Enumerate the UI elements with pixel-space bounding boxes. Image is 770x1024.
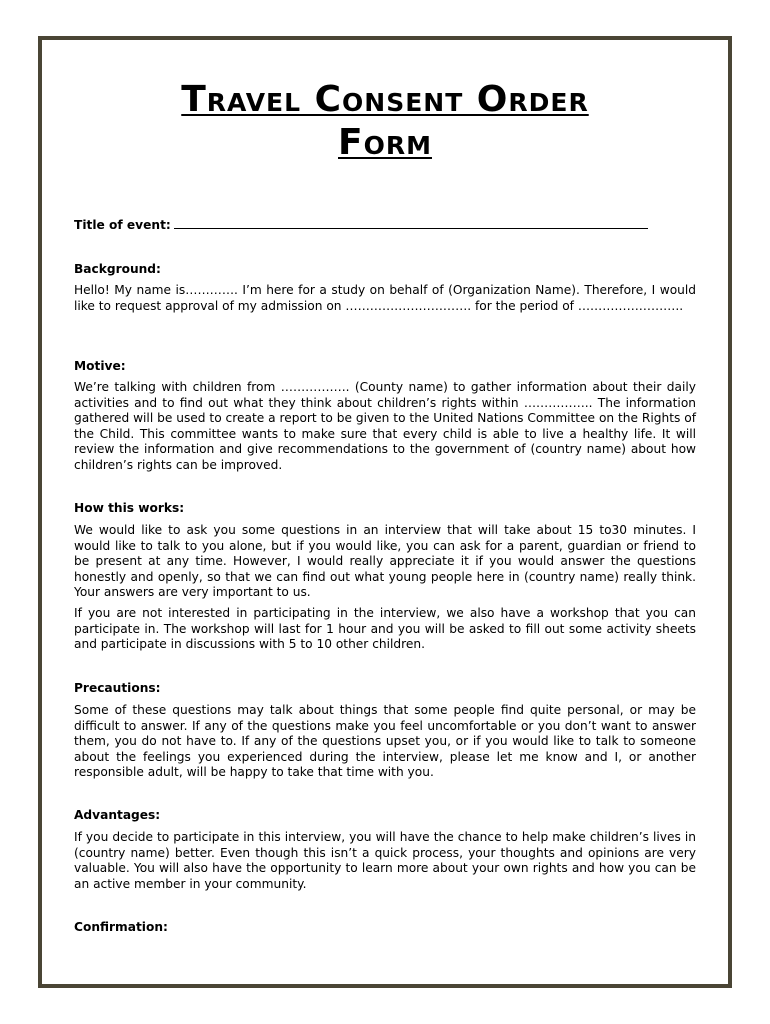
motive-heading: Motive:: [74, 359, 126, 373]
title-line-2: Form: [338, 122, 432, 163]
background-text: Hello! My name is…………. I’m here for a study on behalf of (Organization Name). Therefore, I would like to request approval of my admission on …………………………. for the period of ……………………..: [74, 283, 696, 313]
title-of-event-blank[interactable]: [174, 217, 648, 229]
title-of-event-field: [74, 217, 648, 232]
precautions-text: Some of these questions may talk about things that some people find quite personal, or may be difficult to answer. If any of the questions make you feel uncomfortable or you don’t want to answer them, you do not have to. If any of the questions upset you, or if you would like to talk to someone about the feelings you experienced during the interview, please let me know and I, or another responsible adult, will be happy to take that time with you.: [74, 703, 696, 780]
how-this-works-heading: How this works:: [74, 501, 185, 515]
how-this-works-paragraph-2: If you are not interested in participating in the interview, we also have a workshop that you can participate in. The workshop will last for 1 hour and you will be asked to fill out some activity sheets and participate in discussions with 5 to 10 other children.: [74, 606, 696, 652]
title-line-1: Travel Consent Order: [181, 79, 589, 120]
advantages-heading: Advantages:: [74, 808, 161, 822]
document-title: [0, 78, 770, 164]
title-of-event-label: Title of event:: [74, 218, 171, 232]
precautions-heading: Precautions:: [74, 681, 161, 695]
motive-text: We’re talking with children from …………….. (County name) to gather information about their daily activities and to find out what they think about children’s rights within …………….. The information gathered will be used to create a report to be given to the United Nations Committee on the Rights of the Child. This committee wants to make sure that every child is able to live a healthy life. It will review the information and give recommendations to the government of (country name) about how children’s rights can be improved.: [74, 380, 696, 472]
confirmation-heading: Confirmation:: [74, 920, 168, 934]
background-heading: Background:: [74, 262, 161, 276]
how-this-works-paragraph-1: We would like to ask you some questions in an interview that will take about 15 to30 minutes. I would like to talk to you alone, but if you would like, you can ask for a parent, guardian or friend to be present at any time. However, I would really appreciate it if you would answer the questions honestly and openly, so that we can find out what young people here in (country name) really think. Your answers are very important to us.: [74, 523, 696, 600]
advantages-text: If you decide to participate in this interview, you will have the chance to help make children’s lives in (country name) better. Even though this isn’t a quick process, your thoughts and opinions are very valuable. You will also have the opportunity to learn more about your own rights and how you can be an active member in your community.: [74, 830, 696, 891]
